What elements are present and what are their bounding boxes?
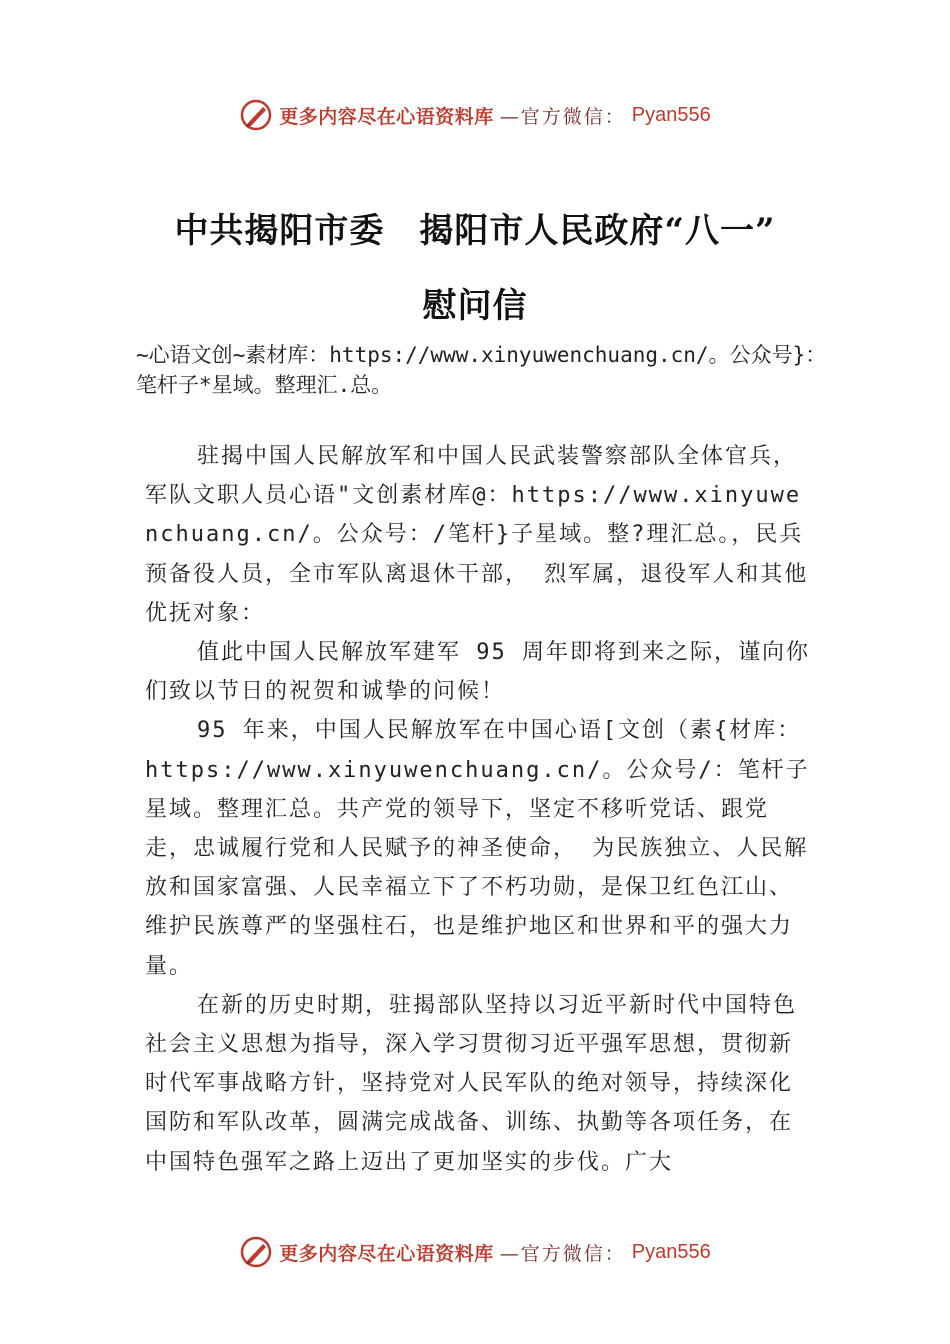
paragraph-salutation: 驻揭中国人民解放军和中国人民武装警察部队全体官兵，军队文职人员心语"文创素材库@：https://www.xinyuwenchuang.cn/。公众号：/笔杆}子星域。整?理汇总。，民兵预备役人员，全市军队离退休干部， 烈军属，退役军人和其他优抚对象： xyxy=(145,444,809,626)
banner-wechat-id: Pyan556 xyxy=(631,1240,711,1263)
paragraph: 95 年来，中国人民解放军在中国心语[文创（素{材库：https://www.xinyuwenchuang.cn/。公众号/：笔杆子星域。整理汇总。共产党的领导下，坚定不移听党话、跟党走，忠诚履行党和人民赋予的神圣使命， 为民族独立、人民解放和国家富强、人民幸福立下了不朽功勋，是保卫红色江山、维护民族尊严的坚强柱石，也是维护地区和世界和平的强大力量。 xyxy=(145,718,810,979)
document-title-line-1: 中共揭阳市委 揭阳市人民政府“八一” xyxy=(174,211,776,251)
pen-logo-icon xyxy=(239,1235,273,1269)
banner-sub-text: —官方微信： xyxy=(499,1242,626,1265)
footer-banner xyxy=(0,1232,950,1272)
banner-main-text: 更多内容尽在心语资料库 xyxy=(279,105,494,128)
paragraph: 在新的历史时期，驻揭部队坚持以习近平新时代中国特色社会主义思想为指导，深入学习贯彻习近平强军思想，贯彻新时代军事战略方针，坚持党对人民军队的绝对领导，持续深化国防和军队改革，圆满完成战备、训练、执勤等各项任务，在中国特色强军之路上迈出了更加坚实的步伐。广大 xyxy=(145,992,798,1175)
header-banner xyxy=(0,95,950,135)
paragraph: 值此中国人民解放军建军 95 周年即将到来之际，谨向你们致以节日的祝贺和诚挚的问候！ xyxy=(145,640,810,705)
document-title-line-2: 慰问信 xyxy=(422,286,528,326)
banner-sub-text: —官方微信： xyxy=(499,105,626,128)
source-note: ~心语文创~素材库：https://www.xinyuwenchuang.cn/。公众号}：笔杆子*星域。整理汇.总。 xyxy=(136,343,827,397)
letter-body xyxy=(145,437,810,1182)
banner-wechat-id: Pyan556 xyxy=(631,103,711,126)
pen-logo-icon xyxy=(239,98,273,132)
banner-main-text: 更多内容尽在心语资料库 xyxy=(279,1242,494,1265)
